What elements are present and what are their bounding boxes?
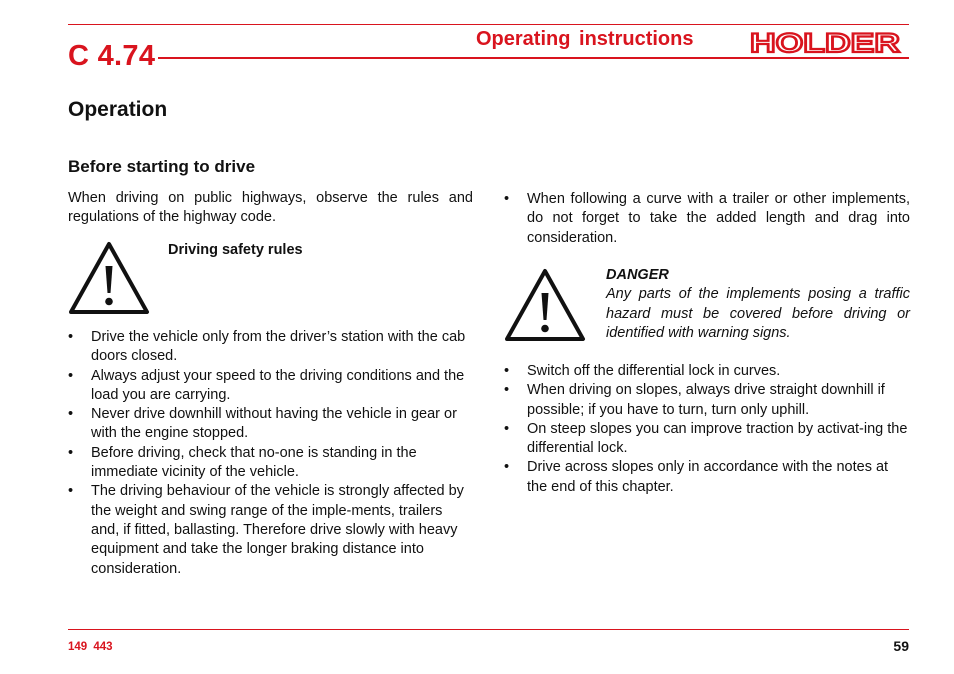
page-number: 59 bbox=[893, 638, 909, 654]
footer-rule bbox=[68, 629, 909, 630]
curve-rule-list bbox=[504, 190, 910, 248]
list-item: • Always adjust your speed to the driving conditions and the load you are carrying. bbox=[68, 367, 473, 406]
header-top-rule bbox=[68, 24, 909, 25]
driving-rules-list bbox=[68, 328, 473, 579]
danger-label: DANGER bbox=[606, 267, 669, 283]
list-item: • The driving behaviour of the vehicle is strongly affected by the weight and swing range of the imple-ments, trailers and, if fitted, ballasting. Therefore drive slowly with heavy equipment and take the longer braking distance into consideration. bbox=[68, 482, 473, 578]
section-title: Operation bbox=[68, 98, 168, 121]
model-number: C 4.74 bbox=[68, 40, 156, 72]
document-code: 149 443 bbox=[68, 641, 113, 653]
list-item: • Switch off the differential lock in curves. bbox=[504, 362, 910, 381]
list-item: • When driving on slopes, always drive straight downhill if possible; if you have to turn, turn only uphill. bbox=[504, 381, 910, 420]
danger-notice bbox=[606, 266, 910, 343]
slope-rules-list bbox=[504, 362, 910, 497]
holder-logo bbox=[748, 29, 902, 55]
header-rule bbox=[158, 57, 909, 59]
list-item: • Drive across slopes only in accordance with the notes at the end of this chapter. bbox=[504, 458, 910, 497]
list-item: • Before driving, check that no-one is standing in the immediate vicinity of the vehicle. bbox=[68, 444, 473, 483]
list-item: • When following a curve with a trailer or other implements, do not forget to take the added length and drag into consideration. bbox=[504, 190, 910, 248]
safety-rules-label: Driving safety rules bbox=[168, 242, 303, 258]
logo-text: HOLDER bbox=[750, 29, 900, 55]
list-item: • Never drive downhill without having the vehicle in gear or with the engine stopped. bbox=[68, 405, 473, 444]
list-item: • Drive the vehicle only from the driver’s station with the cab doors closed. bbox=[68, 328, 473, 367]
list-item: • On steep slopes you can improve traction by activat-ing the differential lock. bbox=[504, 420, 910, 459]
subsection-title: Before starting to drive bbox=[68, 157, 256, 176]
danger-text: Any parts of the implements posing a traffic hazard must be covered before driving or identified with warning signs. bbox=[606, 286, 910, 341]
intro-paragraph: When driving on public highways, observe the rules and regulations of the highway code. bbox=[68, 190, 473, 226]
warning-triangle-icon bbox=[67, 240, 151, 316]
header-title: Operating instructions bbox=[476, 28, 694, 50]
danger-warning-icon bbox=[503, 267, 587, 343]
